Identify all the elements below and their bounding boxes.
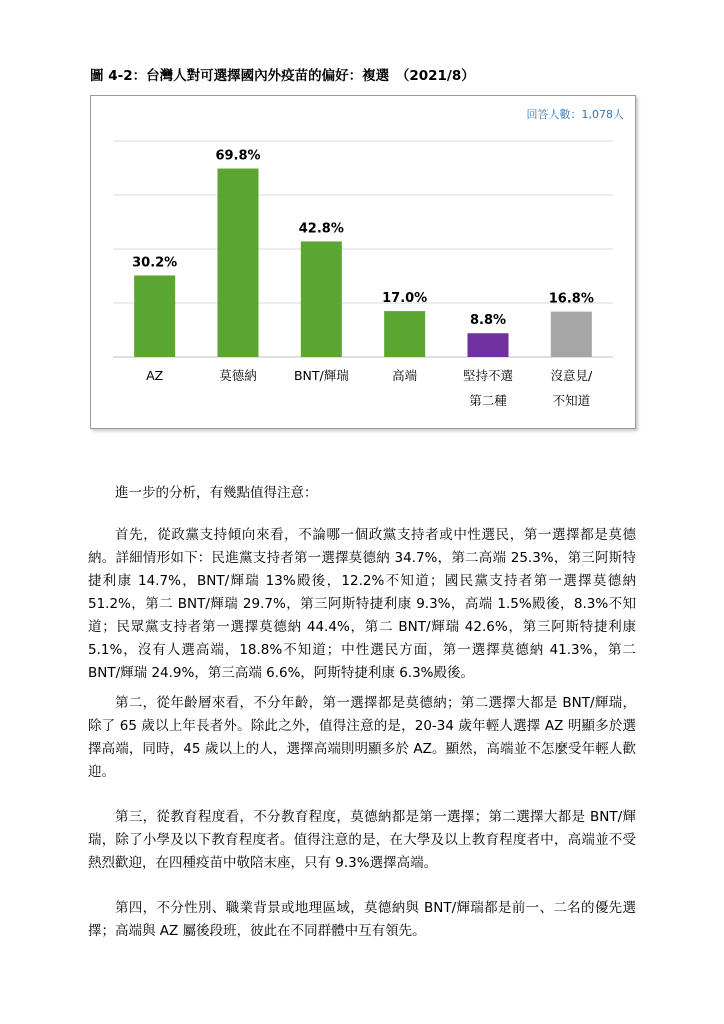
paragraph-intro: 進一步的分析，有幾點值得注意： [115, 485, 318, 501]
bars [134, 169, 592, 357]
paragraph-age: 第二，從年齡層來看，不分年齡，第一選擇都是莫德納；第二選擇大都是 BNT/輝瑞，除了 65 歲以上年長者外。除此之外，值得注意的是，20-34 歲年輕人選擇 AZ 明顯多於選擇高端，同時，45 歲以上的人，選擇高端則明顯多於 AZ。顯然，高端並不怎麼受年輕人歡迎。 [88, 695, 636, 780]
bar-chart-svg [91, 96, 635, 428]
value-label-4: 8.8% [469, 313, 507, 329]
bar-0 [134, 275, 175, 357]
bar-chart [90, 95, 636, 429]
value-label-0: 30.2% [132, 255, 178, 271]
value-label-3: 17.0% [382, 291, 428, 307]
respondent-count-note: 回答人數：1,078人 [526, 108, 624, 121]
bar-1 [218, 169, 259, 357]
category-label-4-0: 堅持不選 [462, 368, 514, 383]
category-label-5-1: 不知道 [552, 393, 591, 408]
category-label-1-0: 莫德納 [219, 368, 257, 383]
value-label-2: 42.8% [298, 221, 344, 237]
bar-5 [551, 312, 592, 357]
category-label-5-0: 沒意見/ [550, 368, 593, 383]
category-label-2-0: BNT/輝瑞 [293, 368, 349, 383]
figure-title: 圖 4-2：台灣人對可選擇國內外疫苗的偏好：複選 （2021/8） [90, 68, 475, 84]
category-labels [146, 368, 593, 408]
bar-4 [468, 333, 509, 357]
category-label-4-1: 第二種 [469, 393, 507, 408]
value-labels [132, 149, 594, 329]
bar-2 [301, 241, 342, 357]
paragraph-party: 首先，從政黨支持傾向來看，不論哪一個政黨支持者或中性選民，第一選擇都是莫德納。詳細情形如下：民進黨支持者第一選擇莫德納 34.7%，第二高端 25.3%，第三阿斯特捷利康 14.7%，BNT/輝瑞 13%殿後，12.2%不知道；國民黨支持者第一選擇莫德納 51.2%，第二 BNT/輝瑞 29.7%，第三阿斯特捷利康 9.3%，高端 1.5%殿後，8.3%不知道；民眾黨支持者第一選擇莫德納 44.4%，第二 BNT/輝瑞 42.6%，第三阿斯特捷利康 5.1%，沒有人選高端，18.8%不知道；中性選民方面，第一選擇莫德納 41.3%，第二 BNT/輝瑞 24.9%，第三高端 6.6%，阿斯特捷利康 6.3%殿後。 [88, 527, 636, 681]
paragraph-education: 第三，從教育程度看，不分教育程度，莫德納都是第一選擇；第二選擇大都是 BNT/輝瑞，除了小學及以下教育程度者。值得注意的是，在大學及以上教育程度者中，高端並不受熱烈歡迎，在四種疫苗中敬陪末座，只有 9.3%選擇高端。 [88, 809, 636, 871]
bar-3 [384, 311, 425, 357]
value-label-5: 16.8% [548, 291, 594, 307]
value-label-1: 69.8% [215, 148, 261, 164]
gridlines [113, 141, 613, 357]
paragraph-other: 第四，不分性別、職業背景或地理區域，莫德納與 BNT/輝瑞都是前一、二名的優先選擇；高端與 AZ 屬後段班，彼此在不同群體中互有領先。 [88, 900, 636, 939]
category-label-3-0: 高端 [392, 368, 418, 383]
category-label-0-0: AZ [146, 368, 164, 383]
